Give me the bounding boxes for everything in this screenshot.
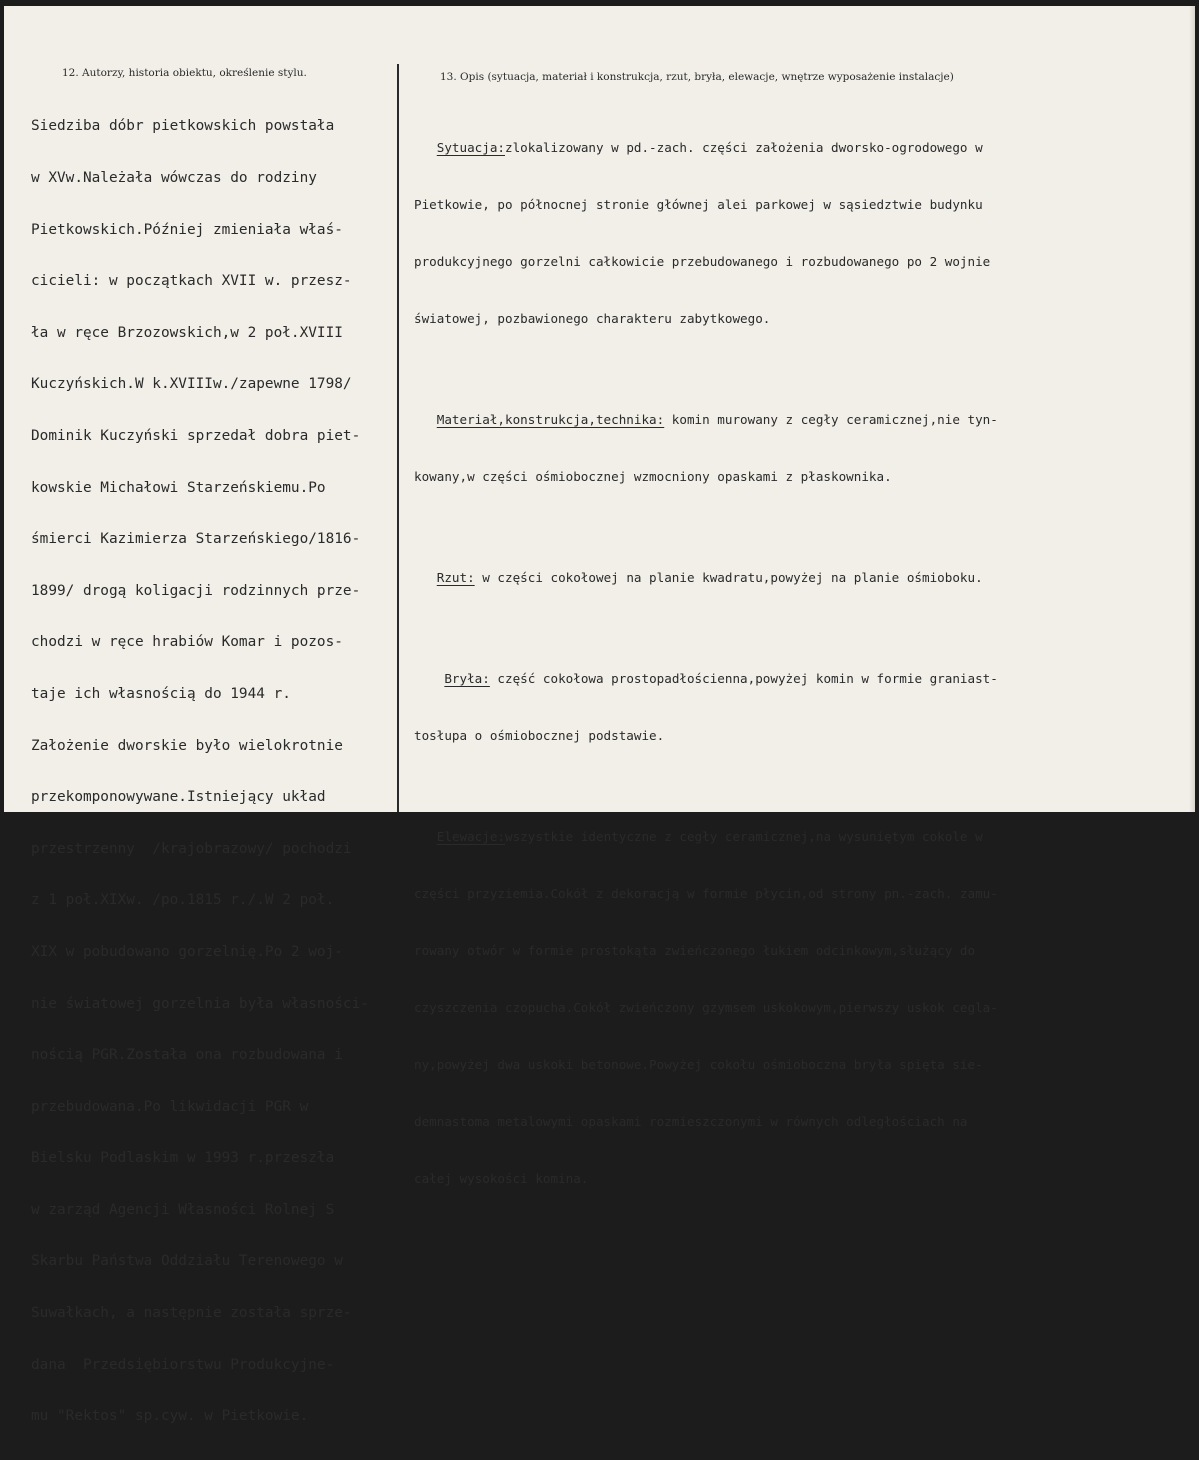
text-line: nie światowej gorzelnia była własności- [31, 995, 369, 1012]
text-line: światowej, pozbawionego charakteru zabytkowego. [414, 311, 771, 326]
text-line: z 1 poł.XIXw. /po.1815 r./.W 2 poł. [31, 892, 335, 909]
inventory-card-page [4, 6, 1195, 1425]
sytuacja-text: zlokalizowany w pd.-zach. części założenia dworsko-ogrodowego w [505, 140, 983, 155]
elewacje-text: wszystkie identyczne z cegły ceramicznej,na wysuniętym cokole w [505, 829, 983, 844]
text-line: w XVw.Należała wówczas do rodziny [31, 170, 317, 186]
text-line: produkcyjnego gorzelni całkowicie przebudowanego i rozbudowanego po 2 wojnie [414, 254, 991, 269]
column-divider [397, 64, 399, 812]
history-text [31, 84, 369, 1460]
text-line: nością PGR.Została ona rozbudowana i [31, 1047, 343, 1064]
text-line: mu "Rektos" sp.cyw. w Pietkowie. [31, 1408, 309, 1425]
text-line: taje ich własnością do 1944 r. [31, 685, 291, 702]
text-line: Skarbu Państwa Oddziału Terenowego w [31, 1253, 343, 1270]
description-text [414, 100, 998, 1283]
rzut-text: w części cokołowej na planie kwadratu,powyżej na planie ośmioboku. [474, 570, 983, 585]
material-label: Materiał,konstrukcja,technika: [436, 412, 665, 427]
rzut-line [414, 568, 998, 587]
text-line: chodzi w ręce hrabiów Komar i pozos- [31, 634, 343, 651]
text-line: części przyziemia.Cokół z dekoracją w formie płycin,od strony pn.-zach. zamu- [414, 886, 998, 901]
text-line: ny,powyżej dwa uskoki betonowe.Powyżej cokołu ośmioboczna bryła spięta sie- [414, 1057, 983, 1072]
text-line: Suwałkach, a następnie została sprze- [31, 1305, 352, 1322]
text-line: Założenie dworskie było wielokrotnie [31, 737, 343, 754]
text-line: Dominik Kuczyński sprzedał dobra piet- [31, 427, 361, 444]
text-line: kowany,w części ośmiobocznej wzmocniony opaskami z płaskownika. [414, 469, 892, 484]
text-line: przebudowana.Po likwidacji PGR w [31, 1098, 309, 1115]
text-line: Kuczyńskich.W k.XVIIIw./zapewne 1798/ [31, 376, 352, 393]
text-line: Bielsku Podlaskim w 1993 r.przeszła [31, 1150, 335, 1167]
text-line: dana Przedsiębiorstwu Produkcyjne- [31, 1356, 335, 1373]
section-12-heading: 12. Autorzy, historia obiektu, określenie stylu. [62, 67, 307, 79]
text-line: całej wysokości komina. [414, 1171, 589, 1186]
bryla-first-line [414, 669, 998, 688]
text-line: Pietkowie, po północnej stronie głównej alei parkowej w sąsiedztwie budynku [414, 197, 983, 212]
elewacje-label: Elewacje: [436, 829, 505, 844]
paragraph-gap [414, 366, 998, 372]
material-first-line [414, 410, 998, 429]
material-text: komin murowany z cegły ceramicznej,nie tyn- [664, 412, 998, 427]
text-line: kowskie Michałowi Starzeńskiemu.Po [31, 479, 326, 496]
text-line: XIX w pobudowano gorzelnię.Po 2 woj- [31, 943, 343, 960]
paragraph-gap [414, 783, 998, 789]
text-line: ła w ręce Brzozowskich,w 2 poł.XVIII [31, 324, 343, 341]
text-line: cicieli: w początkach XVII w. przesz- [31, 273, 352, 290]
page-edge-shadow [1189, 6, 1195, 812]
text-line [414, 1226, 998, 1245]
text-line: tosłupa o ośmiobocznej podstawie. [414, 728, 665, 743]
text-line: śmierci Kazimierza Starzeńskiego/1816- [31, 531, 361, 548]
paragraph-gap [414, 524, 998, 530]
text-line: przestrzenny /krajobrazowy/ pochodzi [31, 840, 352, 857]
text-line: rowany otwór w formie prostokąta zwieńczonego łukiem odcinkowym,służący do [414, 943, 976, 958]
text-line: demnastoma metalowymi opaskami rozmieszczonymi w równych odległościach na [414, 1114, 968, 1129]
text-line: Pietkowskich.Później zmieniała właś- [31, 221, 343, 238]
rzut-label: Rzut: [436, 570, 475, 585]
section-13-heading: 13. Opis (sytuacja, materiał i konstrukcja, rzut, bryła, elewacje, wnętrze wyposażenie instalacje) [440, 71, 954, 83]
sytuacja-label: Sytuacja: [436, 140, 505, 155]
bryla-text: część cokołowa prostopadłościenna,powyżej komin w formie graniast- [489, 671, 998, 686]
sytuacja-first-line [414, 138, 998, 157]
text-line: Siedziba dóbr pietkowskich powstała [31, 118, 335, 135]
elewacje-first-line [414, 827, 998, 846]
text-line: 1899/ drogą koligacji rodzinnych prze- [31, 582, 361, 599]
text-line: przekomponowywane.Istniejący układ [31, 789, 326, 806]
bryla-label: Bryła: [444, 671, 490, 686]
text-line: w zarząd Agencji Własności Rolnej S [31, 1201, 335, 1218]
text-line: czyszczenia czopucha.Cokół zwieńczony gzymsem uskokowym,pierwszy uskok cegla- [414, 1000, 998, 1015]
paragraph-gap [414, 625, 998, 631]
